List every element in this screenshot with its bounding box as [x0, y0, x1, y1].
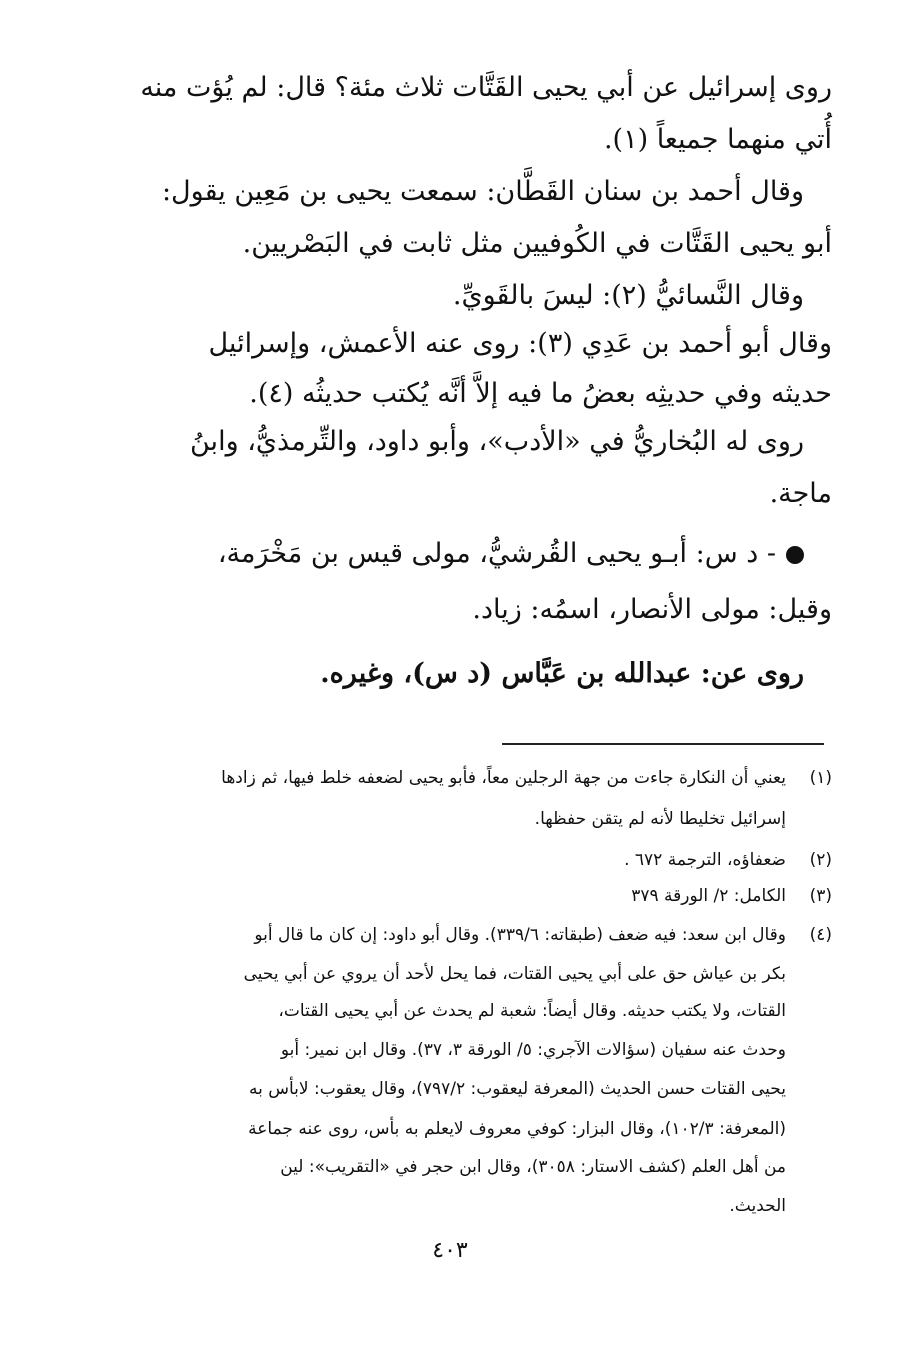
text-line-4: أبو يحيى القَتَّات في الكُوفيين مثل ثابت في البَصْريين.: [242, 228, 832, 259]
footnote-number: (٤): [809, 925, 832, 945]
footnote-text: الحديث.: [729, 1196, 786, 1216]
footnote-text: وحدث عنه سفيان (سؤالات الآجري: ٥/ الورقة ٣، ٣٧). وقال ابن نمير: أبو: [280, 1040, 786, 1060]
footnote-text: من أهل العلم (كشف الاستار: ٣٠٥٨)، وقال ابن حجر في «التقريب»: لين: [280, 1157, 786, 1177]
text-line-9: ماجة.: [769, 478, 832, 509]
footnote-number: (٣): [809, 886, 832, 906]
footnote-divider: [502, 743, 824, 745]
footnote-text: (المعرفة: ١٠٢/٣)، وقال البزار: كوفي معروف لايعلم به بأس، روى عنه جماعة: [248, 1119, 786, 1139]
footnote-text: الكامل: ٢/ الورقة ٣٧٩: [631, 886, 786, 906]
text-line-5: وقال النَّسائيُّ (٢): ليسَ بالقَويِّ.: [452, 280, 804, 311]
bullet-icon: [786, 546, 804, 564]
text-line-12: روى عن: عبدالله بن عَبَّاس (د س)، وغيره.: [320, 658, 804, 689]
text-line-8: روى له البُخاريُّ في «الأدب»، وأبو داود، والتِّرمذيُّ، وابنُ: [190, 426, 804, 457]
footnote-number: (١): [809, 768, 832, 788]
text-line-11: وقيل: مولى الأنصار، اسمُه: زياد.: [472, 594, 832, 625]
text-line-2: أُتي منهما جميعاً (١).: [603, 124, 832, 155]
footnote-text: القتات، ولا يكتب حديثه. وقال أيضاً: شعبة لم يحدث عن أبي يحيى القتات،: [278, 1001, 786, 1021]
entry-heading-text: - د س: أبـو يحيى القُرشيُّ، مولى قيس بن مَخْرَمة،: [217, 538, 776, 569]
footnote-number: (٢): [809, 850, 832, 870]
footnote-text: وقال ابن سعد: فيه ضعف (طبقاته: ٣٣٩/٦). وقال أبو داود: إن كان ما قال أبو: [254, 925, 786, 945]
text-line-1: روى إسرائيل عن أبي يحيى القَتَّات ثلاث مئة؟ قال: لم يُؤت منه: [140, 72, 832, 103]
footnote-text: يحيى القتات حسن الحديث (المعرفة ليعقوب: ٧٩٧/٢)، وقال يعقوب: لابأس به: [248, 1079, 786, 1099]
text-line-6: وقال أبو أحمد بن عَدِي (٣): روى عنه الأعمش، وإسرائيل: [208, 328, 832, 359]
entry-heading-line: [218, 540, 804, 567]
text-line-3: وقال أحمد بن سنان القَطَّان: سمعت يحيى بن مَعِين يقول:: [161, 176, 804, 207]
footnote-text: ضعفاؤه، الترجمة ٦٧٢ .: [624, 850, 786, 870]
footnote-text: يعني أن النكارة جاءت من جهة الرجلين معاً، فأبو يحيى لضعفه خلط فيها، ثم زادها: [221, 768, 786, 788]
text-line-7: حديثه وفي حديثِه بعضُ ما فيه إلاَّ أنَّه يُكتب حديثُه (٤).: [249, 378, 832, 409]
page-number: ٤٠٣: [432, 1238, 468, 1263]
footnote-text: بكر بن عياش حق على أبي يحيى القتات، فما يحل لأحد أن يروي عن أبي يحيى: [243, 964, 786, 984]
footnote-text: إسرائيل تخليطا لأنه لم يتقن حفظها.: [534, 809, 786, 829]
